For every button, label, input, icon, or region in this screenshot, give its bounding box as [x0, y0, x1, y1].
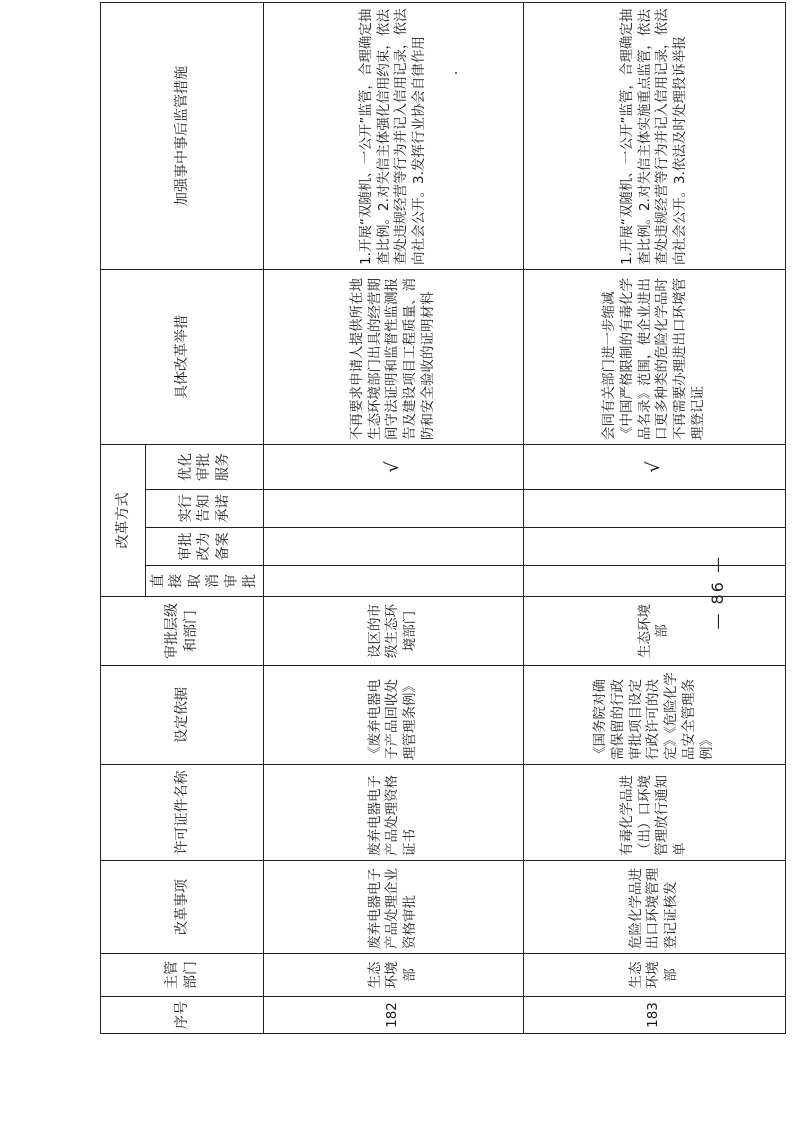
page-number: — 86 —: [708, 555, 727, 630]
table-row: [523, 3, 785, 1034]
header-license: 许可证件名称: [101, 765, 264, 861]
row-license: 废弃电器电子产品处理资格证书: [263, 765, 523, 861]
row-mark-filing: [523, 528, 785, 566]
header-seq: 序号: [101, 997, 264, 1034]
header-method-cancel: 直接取消审批: [146, 566, 264, 597]
header-row-1: [101, 3, 146, 1034]
rotated-table-container: [100, 8, 715, 1034]
header-level: 审批层级和部门: [101, 597, 264, 666]
row-seq: 183: [523, 997, 785, 1034]
header-method-group: 改革方式: [101, 445, 146, 597]
row-seq: 182: [263, 997, 523, 1034]
header-method-optimize: 优化审批服务: [146, 445, 264, 490]
row-mark-commitment: [523, 490, 785, 528]
table-row: [263, 3, 523, 1034]
row-mark-commitment: [263, 490, 523, 528]
header-method-commitment: 实行告知承诺: [146, 490, 264, 528]
row-mark-optimize: √: [523, 445, 785, 490]
header-basis: 设定依据: [101, 666, 264, 765]
row-mark-cancel: [263, 566, 523, 597]
row-mark-optimize: √: [263, 445, 523, 490]
header-measures: 具体改革举措: [101, 270, 264, 445]
header-method-filing: 审批改为备案: [146, 528, 264, 566]
row-basis: 《国务院对确需保留的行政审批项目设定行政许可的决定》《危险化学品安全管理条例》: [523, 666, 785, 765]
header-item: 改革事项: [101, 861, 264, 954]
header-supervision: 加强事中事后监管措施: [101, 3, 264, 270]
row-level: 生态环境部: [523, 597, 785, 666]
row-item: 废弃电器电子产品处理企业资格审批: [263, 861, 523, 954]
header-department: 主管部门: [101, 954, 264, 997]
row-measures: 会同有关部门进一步缩减《中国严格限制的有毒化学品名录》范围，使企业进出口更多种类的危险化学品时不再需要办理进出口环境管理登记证: [523, 270, 785, 445]
row-department: 生态环境部: [263, 954, 523, 997]
row-level: 设区的市级生态环境部门: [263, 597, 523, 666]
row-mark-filing: [263, 528, 523, 566]
row-license: 有毒化学品进（出）口环境管理放行通知单: [523, 765, 785, 861]
row-item: 危险化学品进出口环境管理登记证核发: [523, 861, 785, 954]
row-basis: 《废弃电器电子产品回收处理管理条例》: [263, 666, 523, 765]
reform-table: [100, 2, 786, 1034]
row-supervision: 1.开展“双随机、一公开”监管，合理确定抽查比例。2.对失信主体实施重点监管，依法查处违规经营等行为并记入信用记录，依法向社会公开。3.依法及时处理投诉举报: [523, 3, 785, 270]
row-measures: 不再要求申请人提供所在地生态环境部门出具的经营期间守法证明和监督性监测报告及建设项目工程质量、消防和安全验收的证明材料: [263, 270, 523, 445]
row-mark-cancel: [523, 566, 785, 597]
row-department: 生态环境部: [523, 954, 785, 997]
row-supervision: 1.开展“双随机、一公开”监管，合理确定抽查比例。2.对失信主体强化信用约束，依法查处违规经营等行为并记入信用记录，依法向社会公开。3.发挥行业协会自律作用: [263, 3, 523, 270]
